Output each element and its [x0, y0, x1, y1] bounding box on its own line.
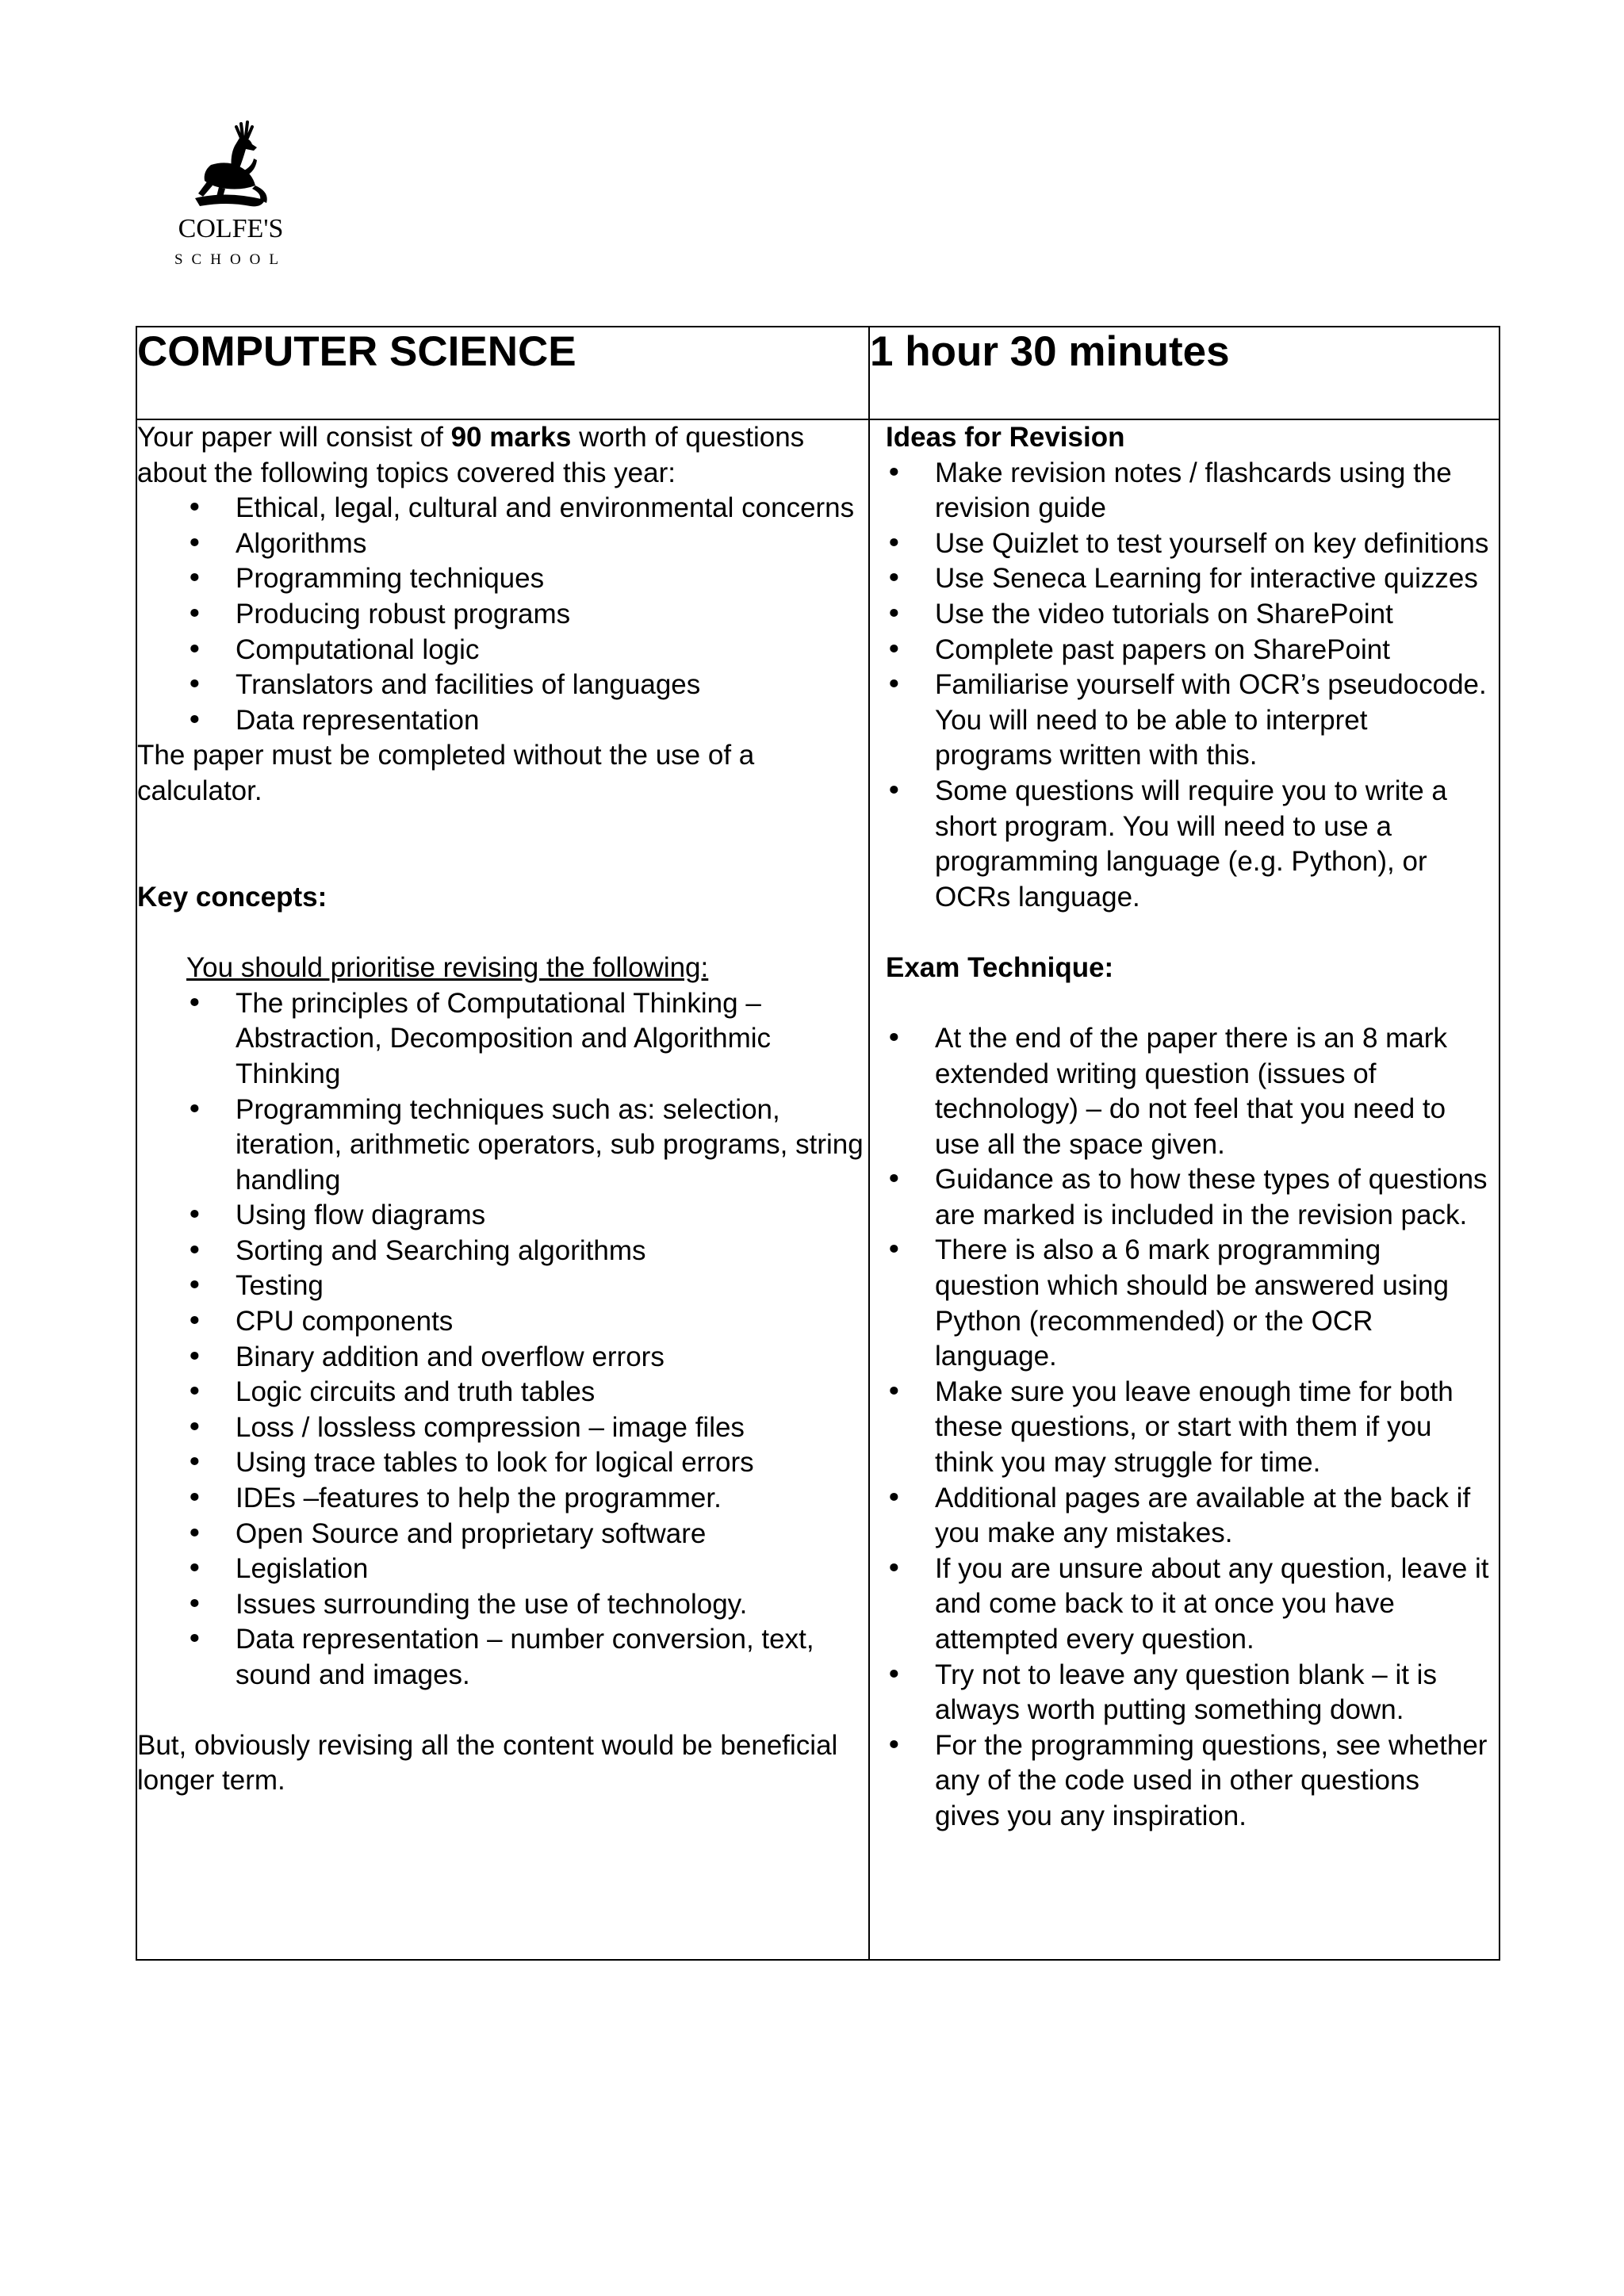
list-item: • Additional pages are available at the back if you make any mistakes. — [935, 1481, 1489, 1552]
list-item: • Logic circuits and truth tables — [236, 1375, 868, 1410]
list-item: • The principles of Computational Thinking – Abstraction, Decomposition and Algorithmic Thinking — [236, 986, 868, 1093]
list-item — [186, 491, 868, 526]
list-item: • Programming techniques — [236, 561, 868, 597]
exam-duration: 1 hour 30 minutes — [869, 327, 1500, 419]
list-item: • There is also a 6 mark programming question which should be answered using Python (recommended) or the OCR language. — [935, 1233, 1489, 1374]
stag-crest-icon — [163, 121, 298, 214]
subject-title: COMPUTER SCIENCE — [136, 327, 869, 419]
list-item: • Make revision notes / flashcards using the revision guide — [935, 456, 1489, 526]
content-row — [136, 419, 1500, 1960]
list-item: • If you are unsure about any question, leave it and come back to it at once you have attempted every question. — [935, 1552, 1489, 1658]
header-row — [136, 327, 1500, 419]
list-item: • Data representation — [236, 703, 868, 739]
list-item: • Try not to leave any question blank – it is always worth putting something down. — [935, 1658, 1489, 1728]
revision-heading — [886, 420, 1489, 456]
topics-list — [137, 491, 868, 738]
list-item: • Open Source and proprietary software — [236, 1517, 868, 1552]
list-item: • For the programming questions, see whether any of the code used in other questions gives you any inspiration. — [935, 1728, 1489, 1835]
list-item: • Guidance as to how these types of questions are marked is included in the revision pack. — [935, 1162, 1489, 1233]
exam-technique-heading-text: Exam Technique: — [886, 952, 1114, 984]
school-logo — [163, 121, 298, 279]
list-item: • Make sure you leave enough time for both these questions, or start with them if you think you may struggle for time. — [935, 1375, 1489, 1481]
key-concepts-heading — [137, 880, 868, 916]
list-item: • Translators and facilities of languages — [236, 668, 868, 703]
list-item: • Familiarise yourself with OCR’s pseudocode. You will need to be able to interpret programs written with this. — [935, 668, 1489, 774]
revision-heading-text: Ideas for Revision — [886, 422, 1125, 453]
exam-technique-heading — [886, 951, 1489, 986]
list-item: • Issues surrounding the use of technology. — [236, 1587, 868, 1623]
list-item: • Use Quizlet to test yourself on key definitions — [935, 526, 1489, 562]
intro-text-end: worth of questions about the following topics covered this year: — [137, 422, 805, 488]
list-item-text: Ethical, legal, cultural and environmental concerns — [236, 492, 855, 524]
list-item: • Using flow diagrams — [236, 1198, 868, 1234]
logo-wordmark: COLFE'S — [178, 214, 284, 243]
intro-text-start: Your paper will consist of — [137, 422, 451, 453]
list-item: • At the end of the paper there is an 8 mark extended writing question (issues of technology) – do not feel that you need to use all the space given. — [935, 1021, 1489, 1162]
list-item: • Using trace tables to look for logical errors — [236, 1445, 868, 1481]
list-item: • Algorithms — [236, 526, 868, 562]
list-item: • Programming techniques such as: selection, iteration, arithmetic operators, sub programs, string handling — [236, 1093, 868, 1199]
list-item: • Legislation — [236, 1552, 868, 1587]
calculator-note: The paper must be completed without the use of a calculator. — [137, 740, 755, 806]
intro-paragraph — [137, 420, 868, 491]
list-item: • Data representation – number conversion, text, sound and images. — [236, 1622, 868, 1693]
left-column — [136, 419, 869, 1960]
revision-list — [886, 456, 1489, 916]
list-item: • IDEs –features to help the programmer. — [236, 1481, 868, 1517]
revision-sheet-table — [136, 326, 1500, 1961]
right-column — [869, 419, 1500, 1960]
list-item: • Computational logic — [236, 633, 868, 668]
list-item: • Sorting and Searching algorithms — [236, 1234, 868, 1269]
closing-note: But, obviously revising all the content would be beneficial longer term. — [137, 1729, 838, 1797]
list-item: • CPU components — [236, 1304, 868, 1340]
list-item: • Producing robust programs — [236, 597, 868, 633]
list-item: • Some questions will require you to write a short program. You will need to use a programming language (e.g. Python), or OCRs language. — [935, 774, 1489, 915]
concepts-list — [137, 986, 868, 1693]
exam-technique-list — [886, 1021, 1489, 1835]
list-item: • Binary addition and overflow errors — [236, 1340, 868, 1376]
prioritise-label: You should prioritise revising the following: — [186, 952, 709, 984]
list-item: • Complete past papers on SharePoint — [935, 633, 1489, 668]
key-concepts-heading-text: Key concepts: — [137, 881, 327, 913]
intro-marks: 90 marks — [450, 422, 572, 453]
logo-subtitle: SCHOOL — [174, 251, 287, 268]
list-item: • Use Seneca Learning for interactive quizzes — [935, 561, 1489, 597]
list-item: • Testing — [236, 1269, 868, 1304]
list-item: • Loss / lossless compression – image files — [236, 1410, 868, 1446]
list-item: • Use the video tutorials on SharePoint — [935, 597, 1489, 633]
